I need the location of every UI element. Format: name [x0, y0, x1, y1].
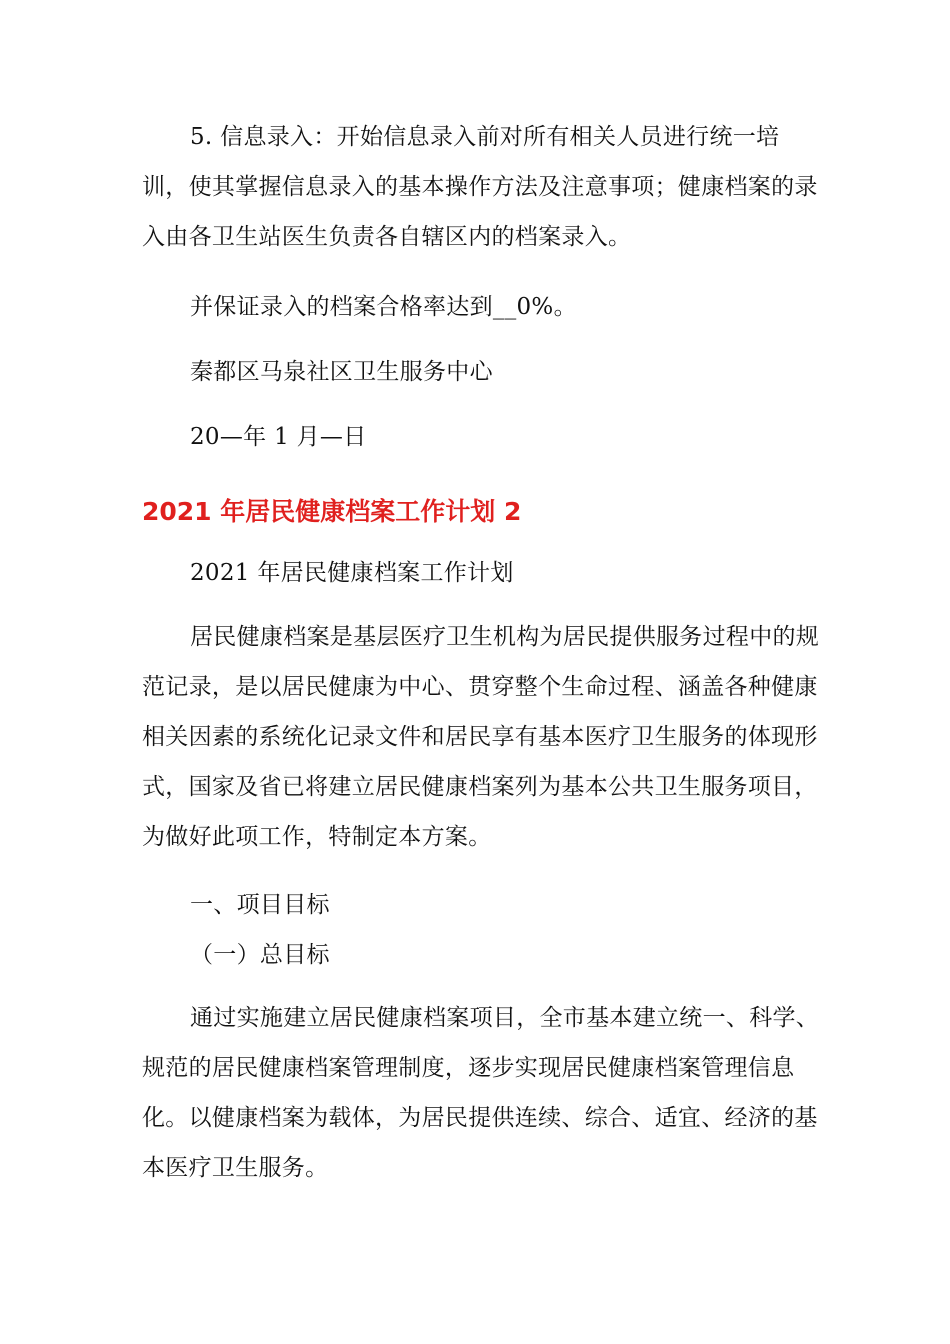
paragraph-overall-goal: 通过实施建立居民健康档案项目，全市基本建立统一、科学、规范的居民健康档案管理制度，逐步实现居民健康档案管理信息化。以健康档案为载体，为居民提供连续、综合、适宜、经济的基本医疗卫生服务。 [142, 1005, 820, 1181]
paragraph-qualification-rate: 并保证录入的档案合格率达到__0%。 [190, 294, 577, 320]
subsection-overall-goal: （一）总目标 [190, 942, 330, 968]
paragraph-info-entry: 5. 信息录入：开始信息录入前对所有相关人员进行统一培训，使其掌握信息录入的基本操作方法及注意事项；健康档案的录入由各卫生站医生负责各自辖区内的档案录入。 [142, 124, 818, 250]
organization-name: 秦都区马泉社区卫生服务中心 [190, 359, 493, 385]
plan-title: 2021 年居民健康档案工作计划 [190, 560, 514, 586]
section-project-goals: 一、项目目标 [190, 892, 330, 918]
paragraph-intro: 居民健康档案是基层医疗卫生机构为居民提供服务过程中的规范记录，是以居民健康为中心、贯穿整个生命过程、涵盖各种健康相关因素的系统化记录文件和居民享有基本医疗卫生服务的体现形式，国家及省已将建立居民健康档案列为基本公共卫生服务项目，为做好此项工作，特制定本方案。 [142, 624, 820, 850]
document-date: 20—年 1 月—日 [190, 424, 367, 450]
section-heading: 2021 年居民健康档案工作计划 2 [142, 497, 522, 526]
